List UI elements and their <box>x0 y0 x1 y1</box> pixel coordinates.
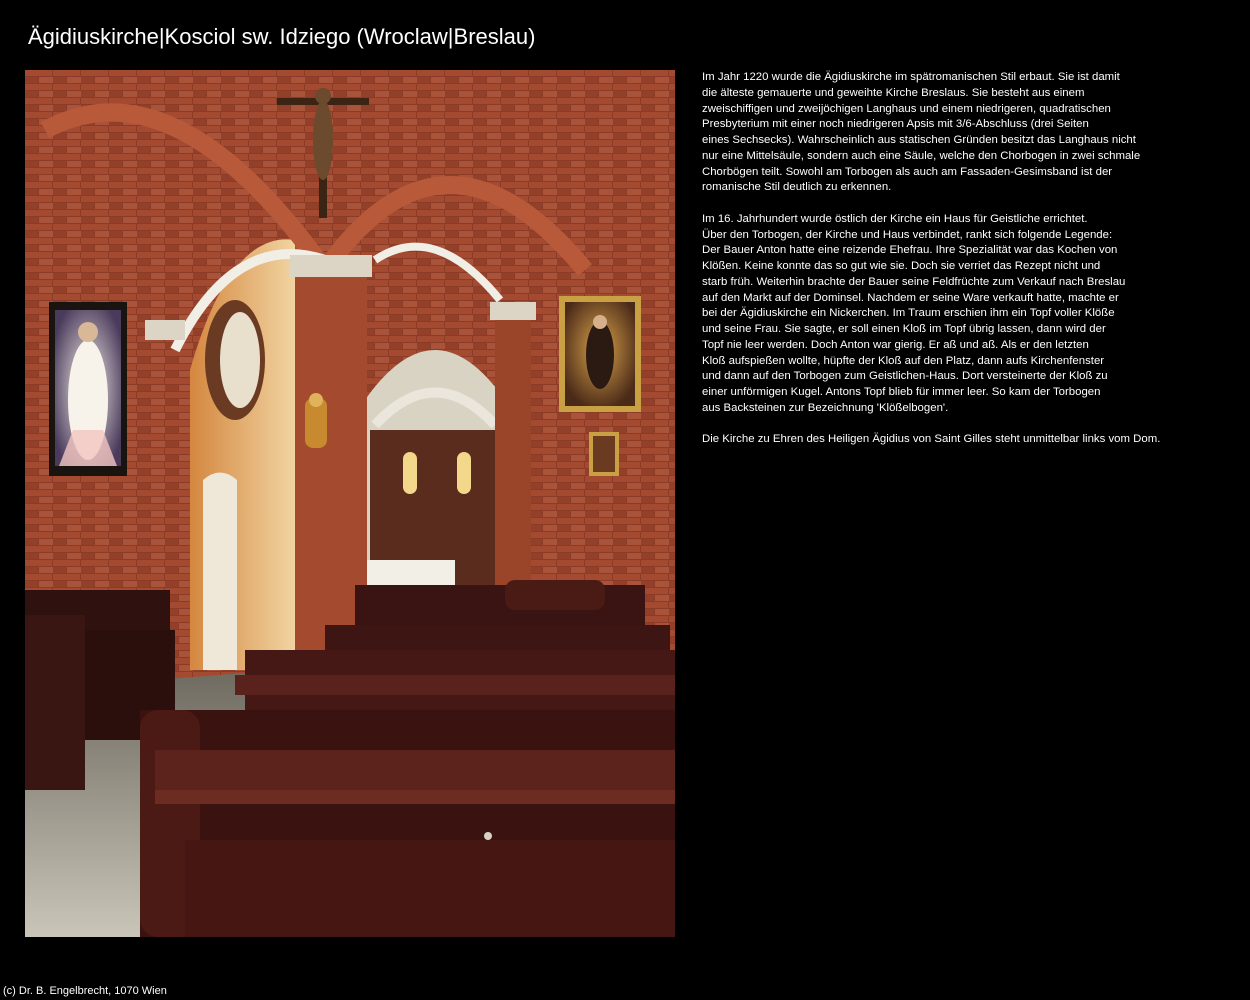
article-text <box>702 70 1232 464</box>
paragraph-history: Im Jahr 1220 wurde die Ägidiuskirche im spätromanischen Stil erbaut. Sie ist damit die älteste gemauerte und geweihte Kirche Breslaus. Sie besteht aus einem zweischiffigen und zweijöchigen Langhaus und einem niedrigeren, quadratischen Presbyterium mit einer noch niedrigeren Apsis mit 3/6-Abschluss (drei Seiten eines Sechsecks). Wahrscheinlich aus statischen Gründen besitzt das Langhaus nicht nur eine Mittelsäule, sondern auch eine Säule, welche den Chorbogen in zwei schmale Chorbögen teilt. Sowohl am Torbogen als auch am Fassaden-Gesimsband ist der romanische Stil deutlich zu erkennen. <box>702 71 1141 194</box>
church-interior-photo <box>25 70 675 937</box>
copyright-footer: (c) Dr. B. Engelbrecht, 1070 Wien <box>3 985 167 997</box>
page-title: Ägidiuskirche|Kosciol sw. Idziego (Wroclaw|Breslau) <box>28 24 536 49</box>
paragraph-legend: Im 16. Jahrhundert wurde östlich der Kirche ein Haus für Geistliche errichtet. Über den Torbogen, der Kirche und Haus verbindet, rankt sich folgende Legende: Der Bauer Anton hatte eine reizende Ehefrau. Ihre Spezialität war das Kochen von Klößen. Keine konnte das so gut wie sie. Doch sie verriet das Rezept nicht und starb früh. Weiterhin brachte der Bauer seine Feldfrüchte zum Verkauf nach Breslau auf den Markt auf der Dominsel. Nachdem er seine Ware verkauft hatte, machte er bei der Ägidiuskirche ein Nickerchen. Im Traum erschien ihm ein Topf voller Klöße und seine Frau. Sie sagte, er soll einen Kloß im Topf übrig lassen, dann wird der Topf nie leer werden. Doch Anton war gierig. Er aß und aß. Als er den letzten Kloß aufspießen wollte, hüpfte der Kloß auf den Platz, dann aufs Kirchenfenster und dann auf den Torbogen zum Geistlichen-Haus. Dort versteinerte der Kloß zu einer unförmigen Kugel. Antons Topf blieb für immer leer. So kam der Torbogen aus Backsteinen zur Bezeichnung 'Klößelbogen'. <box>702 212 1126 414</box>
paragraph-location: Die Kirche zu Ehren des Heiligen Ägidius von Saint Gilles steht unmittelbar links vom Dom. <box>702 433 1161 446</box>
